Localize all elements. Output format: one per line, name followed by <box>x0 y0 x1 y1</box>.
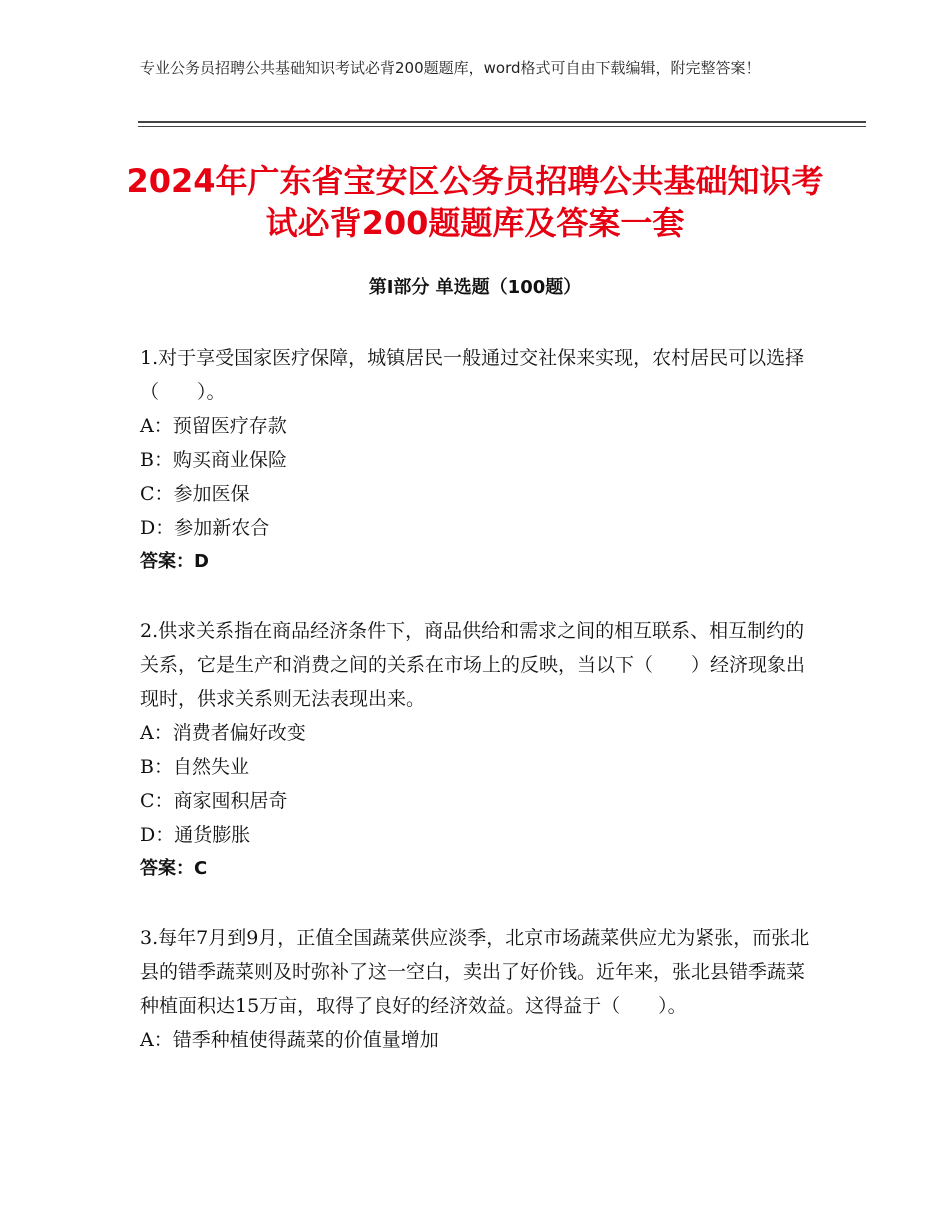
document-title: 2024年广东省宝安区公务员招聘公共基础知识考试必背200题题库及答案一套 <box>126 162 824 242</box>
option-a: A：消费者偏好改变 <box>140 722 306 744</box>
section-heading: 第Ⅰ部分 单选题（100题） <box>368 277 582 298</box>
question-stem: 3.每年7月到9月，正值全国蔬菜供应淡季，北京市场蔬菜供应尤为紧张，而张北县的错季蔬菜则及时弥补了这一空白，卖出了好价钱。近年来，张北县错季蔬菜种植面积达15万亩，取得了良好的经济效益。这得益于（ ）。 <box>140 927 810 1017</box>
question-stem: 2.供求关系指在商品经济条件下，商品供给和需求之间的相互联系、相互制约的关系，它是生产和消费之间的关系在市场上的反映，当以下（ ）经济现象出现时，供求关系则无法表现出来。 <box>140 620 806 710</box>
option-b: B：自然失业 <box>140 756 249 778</box>
option-c: C：参加医保 <box>140 483 250 505</box>
answer-label: 答案：C <box>140 858 208 879</box>
header-note: 专业公务员招聘公共基础知识考试必背200题题库，word格式可自由下载编辑，附完整答案！ <box>140 59 761 77</box>
option-a: A：预留医疗存款 <box>140 415 287 437</box>
question-3 <box>140 921 820 1057</box>
option-b: B：购买商业保险 <box>140 449 287 471</box>
question-1 <box>140 341 820 579</box>
option-d: D：通货膨胀 <box>140 824 251 846</box>
question-2 <box>140 614 820 886</box>
option-c: C：商家囤积居奇 <box>140 790 288 812</box>
question-stem: 1.对于享受国家医疗保障，城镇居民一般通过交社保来实现，农村居民可以选择（ ）。 <box>140 347 805 403</box>
option-a: A：错季种植使得蔬菜的价值量增加 <box>140 1029 439 1051</box>
header-divider-thick <box>138 121 866 123</box>
header-divider-thin <box>138 126 866 127</box>
option-d: D：参加新农合 <box>140 517 270 539</box>
answer-label: 答案：D <box>140 551 209 572</box>
